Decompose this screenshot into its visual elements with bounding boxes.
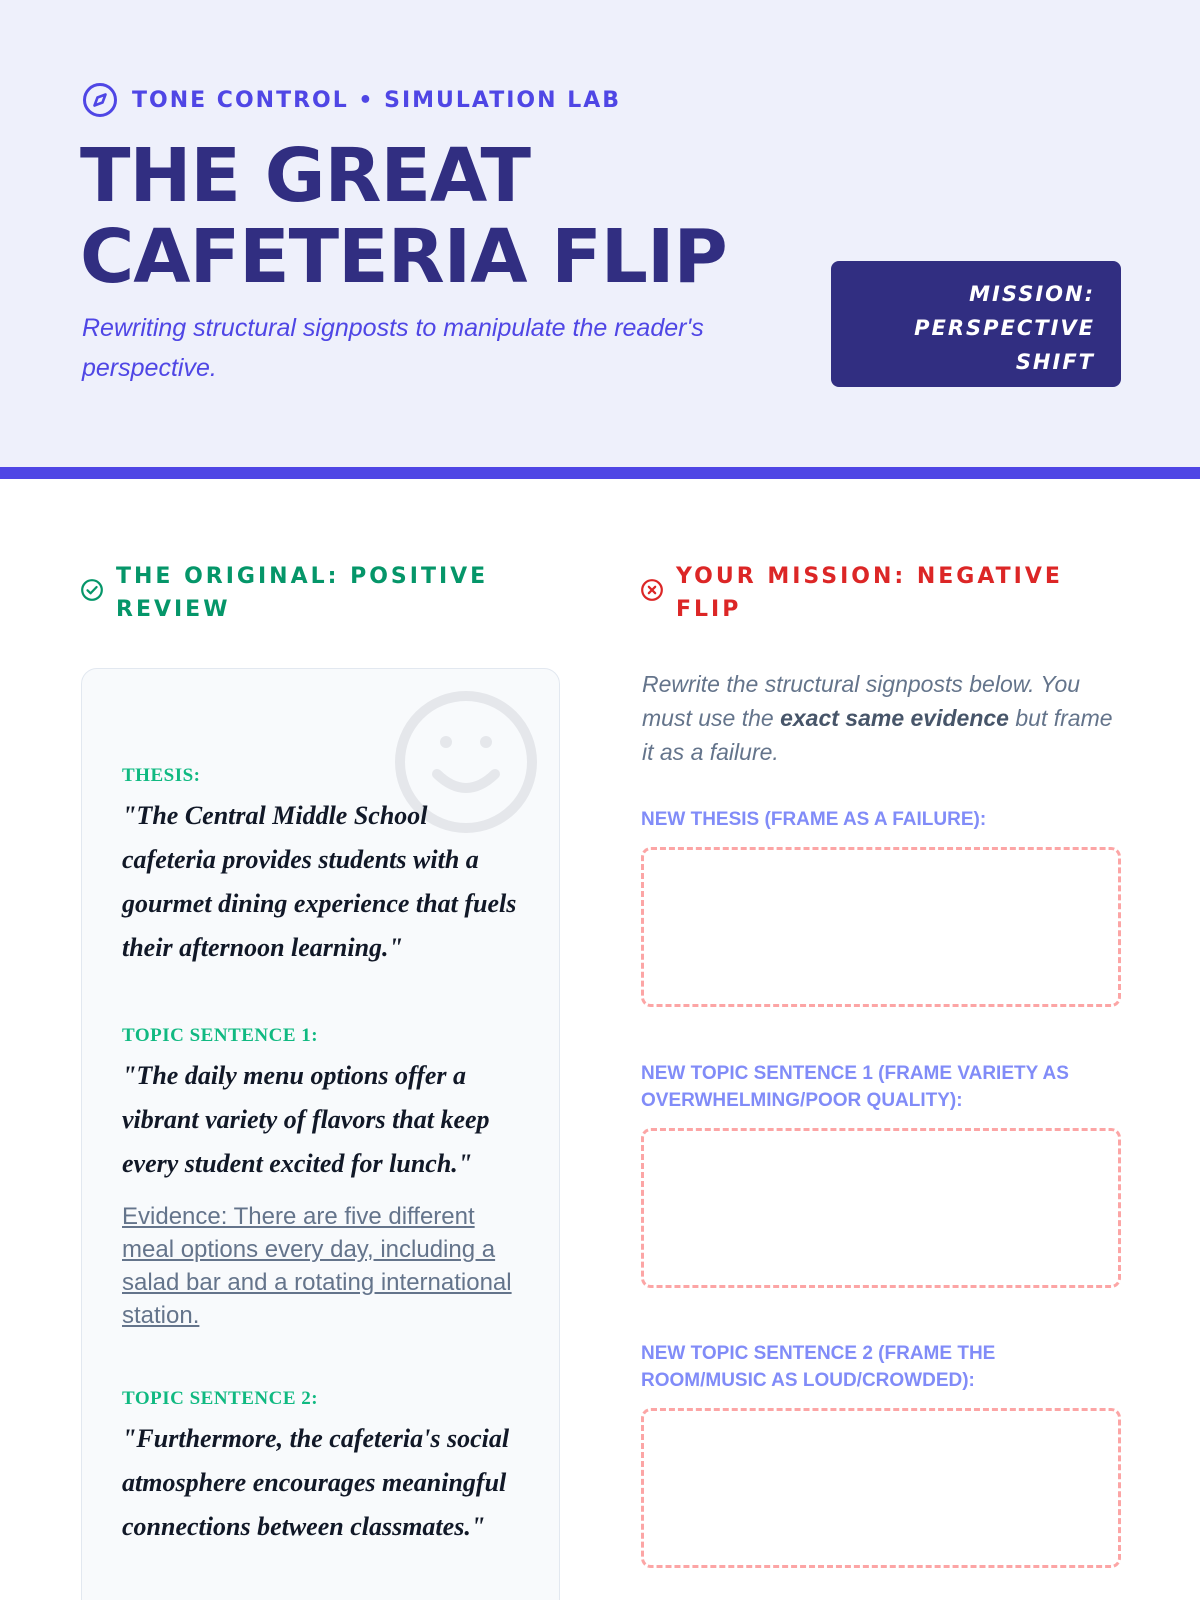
page-title bbox=[80, 133, 840, 300]
topic-sentence-1-label: TOPIC SENTENCE 1: bbox=[122, 1025, 319, 1046]
new-thesis-label: NEW THESIS (FRAME AS A FAILURE): bbox=[641, 809, 987, 830]
mission-badge bbox=[831, 261, 1121, 387]
new-topic-sentence-2-label: NEW TOPIC SENTENCE 2 (FRAME THE ROOM/MUSIC AS LOUD/CROWDED): bbox=[641, 1343, 996, 1391]
eyebrow-text: TONE CONTROL • SIMULATION LAB bbox=[132, 87, 622, 113]
topic-sentence-1-quote: "The daily menu options offer a vibrant variety of flavors that keep every student excited for lunch." bbox=[122, 1061, 490, 1178]
compass-icon bbox=[82, 82, 118, 118]
thesis-label: THESIS: bbox=[122, 765, 201, 786]
mission-instructions bbox=[642, 667, 1122, 769]
topic-sentence-2-label: TOPIC SENTENCE 2: bbox=[122, 1388, 319, 1409]
evidence-text: Evidence: There are five different meal options every day, including a salad bar and a rotating international station. bbox=[122, 1203, 512, 1329]
eyebrow bbox=[82, 82, 621, 118]
mission-heading-text: YOUR MISSION: NEGATIVE FLIP bbox=[676, 564, 1063, 622]
instructions-emphasis: exact same evidence bbox=[780, 705, 1009, 731]
instructions-part-1: Rewrite the structural signposts below. You must use the bbox=[642, 671, 1081, 731]
new-topic-sentence-1-input[interactable] bbox=[641, 1128, 1121, 1288]
thesis-quote: "The Central Middle School cafeteria provides students with a gourmet dining experience that fuels their afternoon learning." bbox=[122, 801, 517, 962]
new-topic-sentence-1-label: NEW TOPIC SENTENCE 1 (FRAME VARIETY AS OVERWHELMING/POOR QUALITY): bbox=[641, 1063, 1069, 1111]
original-heading-text: THE ORIGINAL: POSITIVE REVIEW bbox=[116, 564, 489, 622]
x-circle-icon bbox=[640, 578, 664, 602]
page-subtitle: Rewriting structural signposts to manipulate the reader's perspective. bbox=[82, 314, 704, 382]
page-title-line-2: CAFETERIA FLIP bbox=[80, 214, 727, 300]
mission-badge-line-3: SHIFT bbox=[1015, 350, 1095, 374]
mission-badge-line-2: PERSPECTIVE bbox=[914, 316, 1095, 340]
topic-sentence-2-quote: "Furthermore, the cafeteria's social atmosphere encourages meaningful connections between classmates." bbox=[122, 1424, 510, 1541]
page-title-line-1: THE GREAT bbox=[80, 133, 530, 219]
new-thesis-input[interactable] bbox=[641, 847, 1121, 1007]
instructions-part-2: but frame it as a failure. bbox=[642, 705, 1113, 765]
header-accent-bar bbox=[0, 467, 1200, 479]
check-circle-icon bbox=[80, 578, 104, 602]
original-heading bbox=[80, 560, 500, 626]
mission-heading bbox=[640, 560, 1100, 626]
new-topic-sentence-2-input[interactable] bbox=[641, 1408, 1121, 1568]
mission-badge-line-1: MISSION: bbox=[969, 282, 1095, 306]
